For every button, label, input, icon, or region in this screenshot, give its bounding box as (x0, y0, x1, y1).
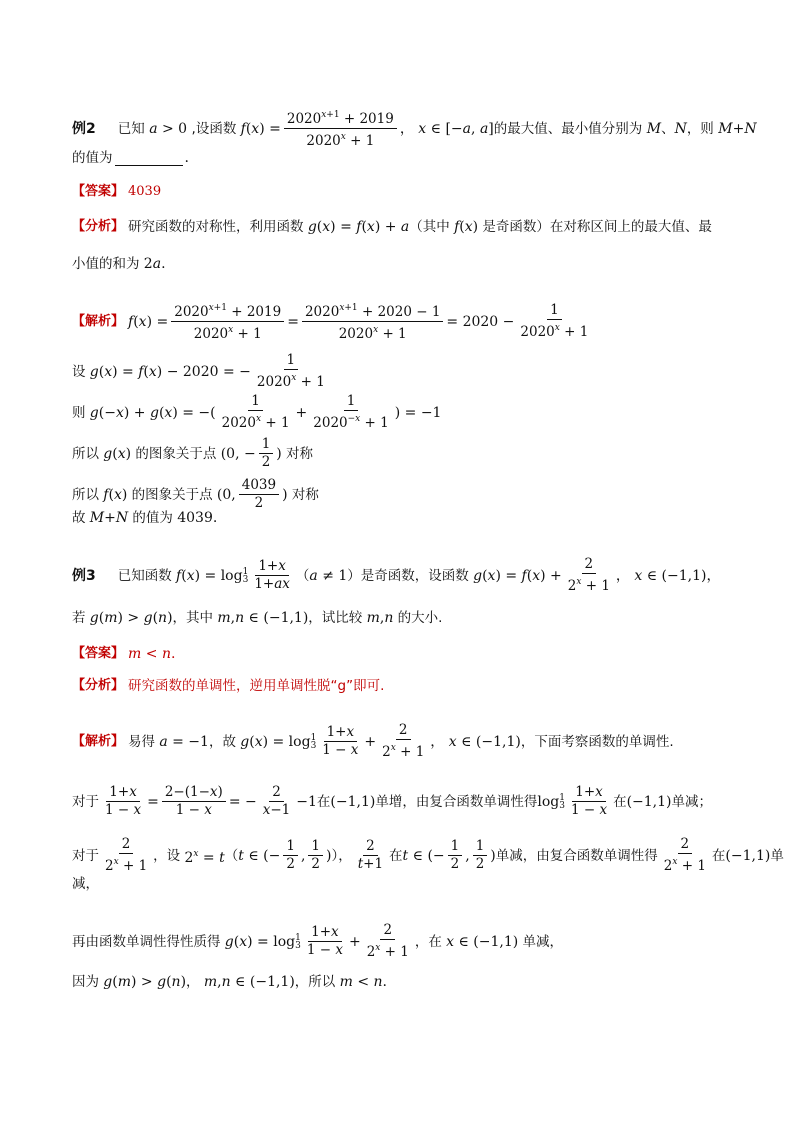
example3-solution-line3: 对于 $\frac{2}{2^x + 1}$ ，设 $2^x = t$ （ t ∈ (− $\frac{1}{2}$ , $\frac{1}{2}$ ) ）， $\frac{2}{t+1}$ 在 t ∈ (− $\frac{1}{2}$ , $\frac{1}{2}$ ) 单减，由复合函数单调性得 $\frac{2}{2^x + 1}$ 在 (−1,1) 单 (72, 836, 784, 874)
example2-statement-line2: 的值为 . (72, 150, 189, 166)
example3-solution-line4: 再由函数单调性得性质得 g(x) = log 1 3 $\frac{1+x}{1 - x}$ + $\frac{2}{2^x + 1}$ ，在 x ∈ (−1,1) 单减， (72, 922, 564, 960)
example2-solution-line4: 所以 g(x) 的图象关于点 (0, − $\frac{1}{2}$ ) 对称 (72, 436, 314, 470)
example2-label: 例2 (72, 120, 96, 137)
answer-blank (115, 151, 183, 166)
example3-label: 例3 (72, 567, 96, 584)
answer-tag: 【答案】 (72, 184, 125, 199)
example3-analysis (72, 676, 384, 696)
analysis-tag: 【分析】 (72, 678, 125, 693)
example3-solution-line5: 因为 g(m) > g(n) ， m,n ∈ (−1,1) ，所以 m < n. (72, 974, 387, 990)
example3-answer (72, 644, 175, 664)
analysis-tag: 【分析】 (72, 219, 125, 234)
example3-solution-line2: 对于 $\frac{1+x}{1 - x}$ = $\frac{2-(1-x)}{1 - x}$ = − $\frac{2}{x-1}$ −1 在 (−1,1) 单增，由复合函数单调性得 log 1 3 $\frac{1+x}{1 - x}$ 在 (−1,1) 单减； (72, 784, 712, 818)
example3-statement-line1: 例3 已知函数 f(x) = log 1 3 $\frac{1+x}{1+ax}$ （ a ≠ 1 ）是奇函数，设函数 g(x) = f(x) + $\frac{2}{2^x + 1}$ ， x ∈ (−1,1)， (72, 556, 721, 594)
solution-tag: 【解析】 (72, 313, 125, 329)
continuation-text: 减， (72, 876, 99, 892)
example3-solution-line1: 【解析】 易得 a = −1 ，故 g(x) = log 1 3 $\frac{1+x}{1 - x}$ + $\frac{2}{2^x + 1}$ ， x ∈ (−1,1) ，下面考察函数的单调性. (72, 722, 674, 760)
example2-answer (72, 182, 161, 202)
example2-statement-line1: 例2 已知 a > 0 ,设函数 f(x) = $\frac{2020^{x+1} + 2019}{2020^x + 1}$ ， x ∈ [−a, a] 的最大值、最小值分别为 M 、 N ，则 M+N (72, 107, 757, 150)
example3-statement-line2: 若 g(m) > g(n) ，其中 m,n ∈ (−1,1) ，试比较 m , n 的大小. (72, 610, 443, 626)
answer-value: 4039 (128, 184, 162, 199)
analysis-text: 研究函数的单调性，逆用单调性脱“g”即可. (128, 678, 385, 694)
answer-tag: 【答案】 (72, 646, 125, 661)
example3-solution-line3b (72, 874, 99, 894)
example2-solution-line6: 故 M+N 的值为 4039. (72, 510, 218, 526)
example2-solution-line1: 【解析】 f(x) = $\frac{2020^{x+1} + 2019}{2020^x + 1}$ = $\frac{2020^{x+1} + 2020 - 1}{2020^x + 1}$ = 2020 − $\frac{1}{2020^x + 1}$ (72, 302, 589, 342)
example2-analysis-line2: 小值的和为 2a. (72, 256, 166, 272)
solution-tag: 【解析】 (72, 733, 125, 749)
answer-value: m < n. (128, 646, 176, 662)
example2-solution-line3: 则 g(−x) + g(x) = −( $\frac{1}{2020^x + 1}$ + $\frac{1}{2020^{-x} + 1}$ ) = −1 (72, 393, 442, 431)
example2-solution-line5: 所以 f(x) 的图象关于点 (0, $\frac{4039}{2}$ ) 对称 (72, 477, 319, 511)
example2-analysis-line1: 【分析】 研究函数的对称性，利用函数 g(x) = f(x) + a （其中 f(x) 是奇函数）在对称区间上的最大值、最 (72, 219, 712, 235)
example2-solution-line2: 设 g(x) = f(x) − 2020 = − $\frac{1}{2020^x + 1}$ (72, 352, 325, 390)
